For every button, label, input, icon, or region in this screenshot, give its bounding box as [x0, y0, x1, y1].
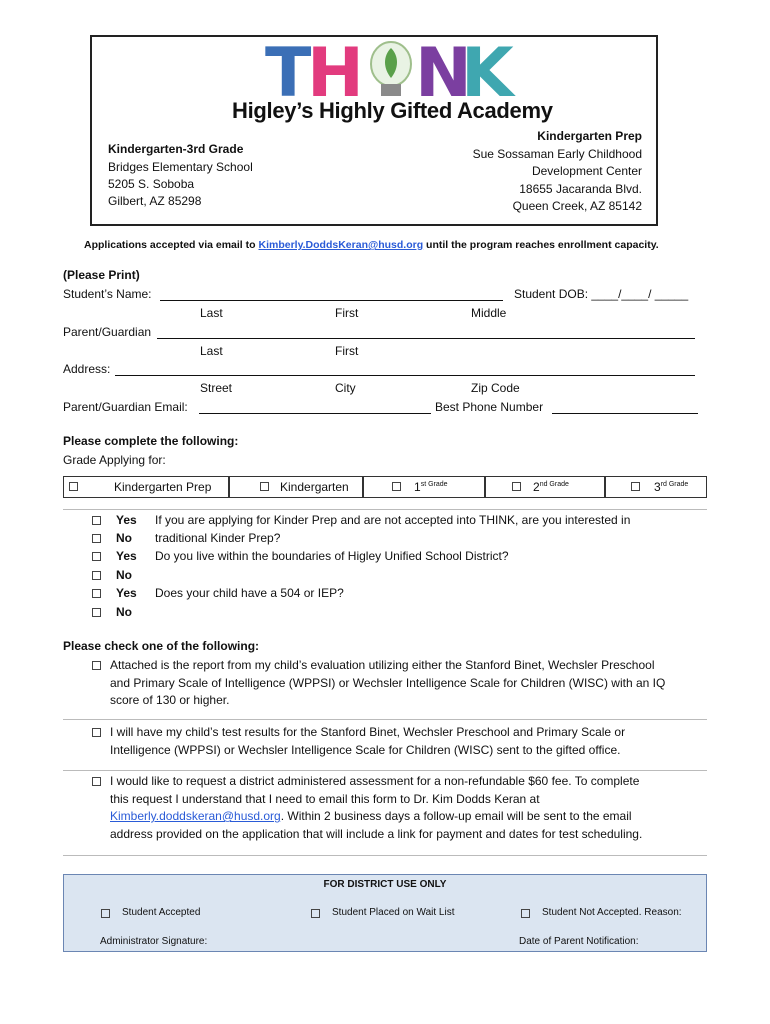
parent-email-label: Parent/Guardian Email: [63, 400, 188, 414]
phone-field[interactable] [552, 402, 698, 414]
student-first-label: First [335, 306, 359, 320]
option2-line2: Intelligence (WPPSI) or Wechsler Intelligence Scale for Children (WISC) sent to the gifted office. [110, 743, 621, 757]
address-label: Address: [63, 362, 111, 376]
q1-yes-checkbox[interactable] [92, 516, 101, 525]
q2-no-checkbox[interactable] [92, 571, 101, 580]
q1-yes-label: Yes [116, 513, 137, 527]
student-accepted-label: Student Accepted [122, 907, 201, 918]
applications-note: Applications accepted via email to Kimberly.DoddsKeran@husd.org until the program reaches enrollment capacity. [84, 239, 659, 251]
option3-line1: I would like to request a district administered assessment for a non-refundable $60 fee. To complete [110, 774, 640, 788]
logo-letter-h: H [307, 34, 364, 113]
divider [63, 509, 707, 510]
option3-checkbox[interactable] [92, 777, 101, 786]
q3-no-checkbox[interactable] [92, 608, 101, 617]
option3-line2: this request I understand that I need to email this form to Dr. Kim Dodds Keran at [110, 792, 540, 806]
student-dob-label[interactable]: Student DOB: ____/____/ _____ [514, 287, 689, 301]
city-label: City [335, 381, 356, 395]
district-use-box [63, 874, 707, 952]
q2-text: Do you live within the boundaries of Higley Unified School District? [155, 549, 509, 563]
option3-line3: Kimberly.doddskeran@husd.org. Within 2 business days a follow-up email will be sent to the email [110, 809, 632, 823]
q2-yes-checkbox[interactable] [92, 552, 101, 561]
parent-first-label: First [335, 344, 359, 358]
admin-signature-label: Administrator Signature: [100, 936, 208, 947]
kimberly-doddskeran-email-link[interactable]: Kimberly.doddskeran@husd.org [110, 809, 281, 823]
logo-letter-k: K [461, 34, 514, 113]
street-label: Street [200, 381, 233, 395]
student-last-label: Last [200, 306, 223, 320]
logo-letter-n: N [415, 34, 472, 113]
right-school-grade: Kindergarten Prep [537, 129, 642, 143]
grade-option-kindergarten[interactable]: Kindergarten [229, 476, 363, 498]
lightbulb-icon [371, 42, 411, 96]
q1-no-checkbox[interactable] [92, 534, 101, 543]
right-school-city: Queen Creek, AZ 85142 [512, 199, 642, 213]
divider [63, 719, 707, 720]
parent-email-field[interactable] [199, 402, 431, 414]
not-accepted-checkbox[interactable] [521, 909, 530, 918]
checkbox-icon[interactable] [512, 482, 521, 491]
left-school-name: Bridges Elementary School [108, 160, 253, 174]
checkbox-icon[interactable] [631, 482, 640, 491]
student-name-label: Student’s Name: [63, 287, 152, 301]
not-accepted-label: Student Not Accepted. Reason: [542, 907, 682, 918]
phone-label: Best Phone Number [435, 400, 544, 414]
student-accepted-checkbox[interactable] [101, 909, 110, 918]
checkbox-icon[interactable] [260, 482, 269, 491]
grade-applying-label: Grade Applying for: [63, 453, 166, 467]
grade-option-2nd[interactable]: $2^{nd Grade}$ [485, 476, 605, 498]
option2-checkbox[interactable] [92, 728, 101, 737]
please-print: (Please Print) [63, 268, 140, 282]
academy-name: Higley’s Highly Gifted Academy [232, 98, 553, 123]
q1-text-line2: traditional Kinder Prep? [155, 531, 281, 545]
complete-heading: Please complete the following: [63, 434, 239, 448]
district-title: FOR DISTRICT USE ONLY [323, 879, 447, 890]
address-field[interactable] [115, 364, 695, 376]
option1-line1: Attached is the report from my child’s evaluation utilizing either the Stanford Binet, Wechsler Preschool [110, 658, 655, 672]
option2-line1: I will have my child’s test results for the Stanford Binet, Wechsler Preschool and Primary Scale or [110, 725, 626, 739]
right-school-name1: Sue Sossaman Early Childhood [472, 147, 642, 161]
q1-no-label: No [116, 531, 132, 545]
left-school-grade: Kindergarten-3rd Grade [108, 142, 244, 156]
zip-label: Zip Code [471, 381, 520, 395]
q2-no-label: No [116, 568, 132, 582]
q3-yes-label: Yes [116, 586, 137, 600]
option1-line2: and Primary Scale of Intelligence (WPPSI) or Wechsler Intelligence Scale for Children (WISC) with an IQ [110, 676, 666, 690]
date-notification-label: Date of Parent Notification: [519, 936, 639, 947]
student-name-field[interactable] [160, 289, 503, 301]
option3-line4: address provided on the application that will include a link for payment and dates for test scheduling. [110, 827, 643, 841]
grade-option-kinder-prep[interactable]: Kindergarten Prep [63, 476, 229, 498]
wait-list-label: Student Placed on Wait List [332, 907, 455, 918]
right-school-name2: Development Center [531, 164, 642, 178]
grade-option-3rd[interactable]: $3^{rd Grade}$ [605, 476, 707, 498]
think-logo [265, 34, 514, 113]
wait-list-checkbox[interactable] [311, 909, 320, 918]
q3-no-label: No [116, 605, 132, 619]
checkbox-icon[interactable] [69, 482, 78, 491]
parent-last-label: Last [200, 344, 223, 358]
checkbox-icon[interactable] [392, 482, 401, 491]
parent-field[interactable] [157, 327, 695, 339]
student-middle-label: Middle [471, 306, 507, 320]
q1-text-line1: If you are applying for Kinder Prep and are not accepted into THINK, are you interested in [155, 513, 631, 527]
divider [63, 770, 707, 771]
grade-option-1st[interactable]: $1^{st Grade}$ [363, 476, 485, 498]
kimberly-email-link[interactable]: Kimberly.DoddsKeran@husd.org [258, 239, 424, 251]
right-school-street: 18655 Jacaranda Blvd. [519, 182, 642, 196]
check-heading: Please check one of the following: [63, 639, 260, 653]
q3-text: Does your child have a 504 or IEP? [155, 586, 344, 600]
divider [63, 855, 707, 856]
left-school-street: 5205 S. Soboba [108, 177, 195, 191]
q3-yes-checkbox[interactable] [92, 589, 101, 598]
parent-label: Parent/Guardian [63, 325, 152, 339]
left-school-city: Gilbert, AZ 85298 [108, 194, 202, 208]
logo-letter-t: T [265, 34, 312, 113]
q2-yes-label: Yes [116, 549, 137, 563]
option1-checkbox[interactable] [92, 661, 101, 670]
option1-line3: score of 130 or higher. [110, 693, 230, 707]
